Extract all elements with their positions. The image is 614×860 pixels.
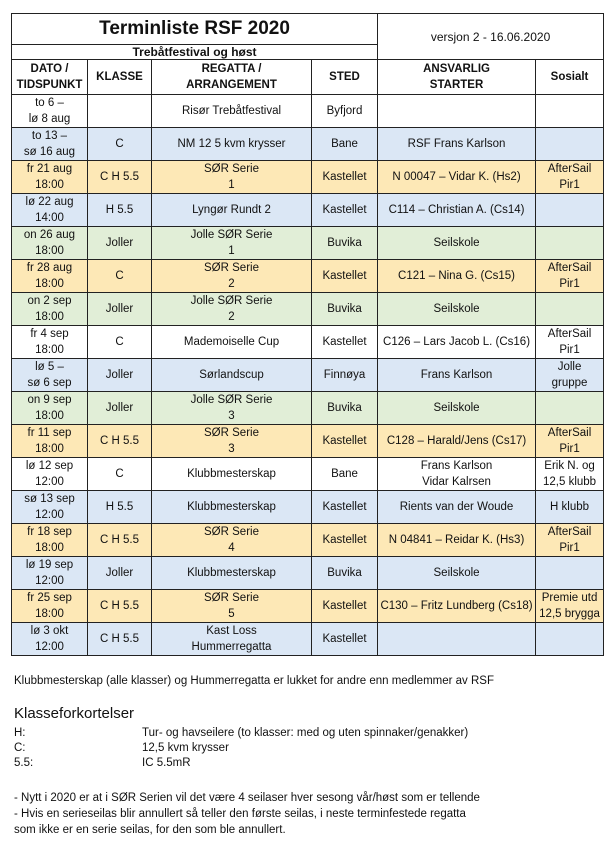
cell-dato: on 26 aug 18:00	[12, 227, 88, 260]
cell-dato: fr 4 sep 18:00	[12, 326, 88, 359]
legend-key: 5.5:	[14, 757, 34, 769]
cell-ansvarlig: Frans Karlson Vidar Kalrsen	[378, 458, 536, 491]
table-row	[12, 359, 604, 392]
cell-regatta: Klubbmesterskap	[152, 557, 312, 590]
cell-sted: Buvika	[312, 293, 378, 326]
class-legend	[14, 726, 468, 771]
cell-dato: to 6 – lø 8 aug	[12, 95, 88, 128]
cell-regatta: Klubbmesterskap	[152, 491, 312, 524]
cell-sted: Kastellet	[312, 623, 378, 656]
cell-dato: fr 21 aug 18:00	[12, 161, 88, 194]
footnote: - Nytt i 2020 er at i SØR Serien vil det være 4 seilaser hver sesong vår/høst som er tellende	[14, 792, 480, 804]
cell-regatta: Mademoiselle Cup	[152, 326, 312, 359]
cell-sted: Kastellet	[312, 590, 378, 623]
cell-sted: Kastellet	[312, 491, 378, 524]
cell-ansvarlig: C121 – Nina G. (Cs15)	[378, 260, 536, 293]
cell-ansvarlig: RSF Frans Karlson	[378, 128, 536, 161]
table-row	[12, 590, 604, 623]
cell-dato: lø 22 aug 14:00	[12, 194, 88, 227]
legend-key: H:	[14, 727, 26, 739]
table-row	[12, 161, 604, 194]
cell-sted: Byfjord	[312, 95, 378, 128]
cell-klasse: H 5.5	[88, 194, 152, 227]
cell-sosialt	[536, 392, 604, 425]
cell-sosialt: Jolle gruppe	[536, 359, 604, 392]
cell-sted: Kastellet	[312, 425, 378, 458]
cell-sosialt: AfterSail Pir1	[536, 260, 604, 293]
cell-sosialt	[536, 293, 604, 326]
cell-regatta: NM 12 5 kvm krysser	[152, 128, 312, 161]
cell-dato: lø 5 – sø 6 sep	[12, 359, 88, 392]
cell-regatta: SØR Serie 2	[152, 260, 312, 293]
table-row	[12, 128, 604, 161]
cell-ansvarlig: Frans Karlson	[378, 359, 536, 392]
cell-klasse: Joller	[88, 557, 152, 590]
table-header-row	[12, 60, 604, 95]
cell-regatta: Klubbmesterskap	[152, 458, 312, 491]
cell-ansvarlig: Rients van der Woude	[378, 491, 536, 524]
cell-dato: fr 25 sep 18:00	[12, 590, 88, 623]
cell-sosialt: AfterSail Pir1	[536, 326, 604, 359]
cell-klasse: C H 5.5	[88, 161, 152, 194]
cell-ansvarlig	[378, 95, 536, 128]
cell-regatta: SØR Serie 5	[152, 590, 312, 623]
cell-klasse: C H 5.5	[88, 590, 152, 623]
cell-dato: fr 28 aug 18:00	[12, 260, 88, 293]
cell-regatta: Lyngør Rundt 2	[152, 194, 312, 227]
legend-value: 12,5 kvm krysser	[142, 742, 229, 754]
cell-dato: lø 3 okt 12:00	[12, 623, 88, 656]
cell-klasse: Joller	[88, 359, 152, 392]
cell-sted: Kastellet	[312, 194, 378, 227]
table-row	[12, 227, 604, 260]
cell-klasse: C H 5.5	[88, 524, 152, 557]
cell-dato: on 2 sep 18:00	[12, 293, 88, 326]
cell-ansvarlig: C128 – Harald/Jens (Cs17)	[378, 425, 536, 458]
table-row	[12, 326, 604, 359]
cell-klasse: C	[88, 326, 152, 359]
cell-dato: fr 11 sep 18:00	[12, 425, 88, 458]
cell-sted: Buvika	[312, 557, 378, 590]
cell-klasse: C	[88, 260, 152, 293]
cell-sosialt: Premie utd 12,5 brygga	[536, 590, 604, 623]
table-row	[12, 623, 604, 656]
cell-dato: sø 13 sep 12:00	[12, 491, 88, 524]
cell-klasse: Joller	[88, 227, 152, 260]
cell-sosialt	[536, 95, 604, 128]
footnote: - Hvis en serieseilas blir annullert så teller den første seilas, i neste terminfestede regatta som ikke er en serie seilas, for den som ble annullert.	[14, 808, 466, 836]
cell-regatta: Sørlandscup	[152, 359, 312, 392]
column-header-dato: DATO / TIDSPUNKT	[12, 60, 88, 95]
members-only-note: Klubbmesterskap (alle klasser) og Hummerregatta er lukket for andre enn medlemmer av RSF	[14, 675, 494, 687]
cell-sted: Buvika	[312, 227, 378, 260]
table-row	[12, 95, 604, 128]
cell-klasse: Joller	[88, 293, 152, 326]
cell-sted: Bane	[312, 128, 378, 161]
table-row	[12, 293, 604, 326]
cell-ansvarlig: Seilskole	[378, 557, 536, 590]
table-row	[12, 557, 604, 590]
cell-klasse	[88, 95, 152, 128]
cell-sted: Buvika	[312, 392, 378, 425]
cell-ansvarlig	[378, 623, 536, 656]
cell-regatta: SØR Serie 4	[152, 524, 312, 557]
cell-sosialt: AfterSail Pir1	[536, 524, 604, 557]
table-row	[12, 392, 604, 425]
cell-dato: lø 19 sep 12:00	[12, 557, 88, 590]
version-label: versjon 2 - 16.06.2020	[378, 14, 604, 60]
column-header-ansvarlig: ANSVARLIG STARTER	[378, 60, 536, 95]
schedule-table	[11, 13, 604, 656]
cell-sted: Kastellet	[312, 326, 378, 359]
cell-regatta: Jolle SØR Serie 3	[152, 392, 312, 425]
cell-sted: Kastellet	[312, 524, 378, 557]
table-row	[12, 458, 604, 491]
legend-item	[14, 741, 468, 756]
cell-dato: fr 18 sep 18:00	[12, 524, 88, 557]
cell-sted: Kastellet	[312, 161, 378, 194]
cell-regatta: Jolle SØR Serie 2	[152, 293, 312, 326]
page-title: Terminliste RSF 2020	[12, 14, 378, 45]
cell-ansvarlig: N 04841 – Reidar K. (Hs3)	[378, 524, 536, 557]
section-subtitle: Trebåtfestival og høst	[12, 45, 378, 60]
cell-sted: Finnøya	[312, 359, 378, 392]
cell-klasse: C	[88, 458, 152, 491]
cell-klasse: H 5.5	[88, 491, 152, 524]
cell-sosialt: Erik N. og 12,5 klubb	[536, 458, 604, 491]
cell-dato: on 9 sep 18:00	[12, 392, 88, 425]
cell-sosialt: AfterSail Pir1	[536, 161, 604, 194]
cell-klasse: C H 5.5	[88, 623, 152, 656]
column-header-sosialt: Sosialt	[536, 60, 604, 95]
legend-value: IC 5.5mR	[142, 757, 191, 769]
cell-ansvarlig: Seilskole	[378, 392, 536, 425]
cell-sosialt	[536, 623, 604, 656]
table-row	[12, 194, 604, 227]
cell-ansvarlig: N 00047 – Vidar K. (Hs2)	[378, 161, 536, 194]
cell-ansvarlig: C126 – Lars Jacob L. (Cs16)	[378, 326, 536, 359]
legend-item	[14, 726, 468, 741]
cell-klasse: C H 5.5	[88, 425, 152, 458]
cell-regatta: Risør Trebåtfestival	[152, 95, 312, 128]
cell-sosialt	[536, 227, 604, 260]
cell-regatta: Jolle SØR Serie 1	[152, 227, 312, 260]
cell-sosialt	[536, 128, 604, 161]
table-row	[12, 491, 604, 524]
cell-ansvarlig: Seilskole	[378, 227, 536, 260]
cell-regatta: SØR Serie 1	[152, 161, 312, 194]
table-row	[12, 524, 604, 557]
column-header-klasse: KLASSE	[88, 60, 152, 95]
legend-title: Klasseforkortelser	[14, 705, 135, 722]
cell-dato: lø 12 sep 12:00	[12, 458, 88, 491]
cell-klasse: Joller	[88, 392, 152, 425]
cell-dato: to 13 – sø 16 aug	[12, 128, 88, 161]
footnotes	[14, 790, 480, 838]
cell-sted: Bane	[312, 458, 378, 491]
cell-sosialt: AfterSail Pir1	[536, 425, 604, 458]
cell-regatta: SØR Serie 3	[152, 425, 312, 458]
table-row	[12, 260, 604, 293]
cell-ansvarlig: C130 – Fritz Lundberg (Cs18)	[378, 590, 536, 623]
cell-regatta: Kast Loss Hummerregatta	[152, 623, 312, 656]
cell-sosialt	[536, 557, 604, 590]
column-header-sted: STED	[312, 60, 378, 95]
legend-value: Tur- og havseilere (to klasser: med og uten spinnaker/genakker)	[142, 727, 469, 739]
legend-item	[14, 756, 468, 771]
cell-ansvarlig: C114 – Christian A. (Cs14)	[378, 194, 536, 227]
table-row	[12, 425, 604, 458]
cell-klasse: C	[88, 128, 152, 161]
cell-sosialt	[536, 194, 604, 227]
column-header-regatta: REGATTA / ARRANGEMENT	[152, 60, 312, 95]
cell-sosialt: H klubb	[536, 491, 604, 524]
cell-sted: Kastellet	[312, 260, 378, 293]
cell-ansvarlig: Seilskole	[378, 293, 536, 326]
legend-key: C:	[14, 742, 26, 754]
